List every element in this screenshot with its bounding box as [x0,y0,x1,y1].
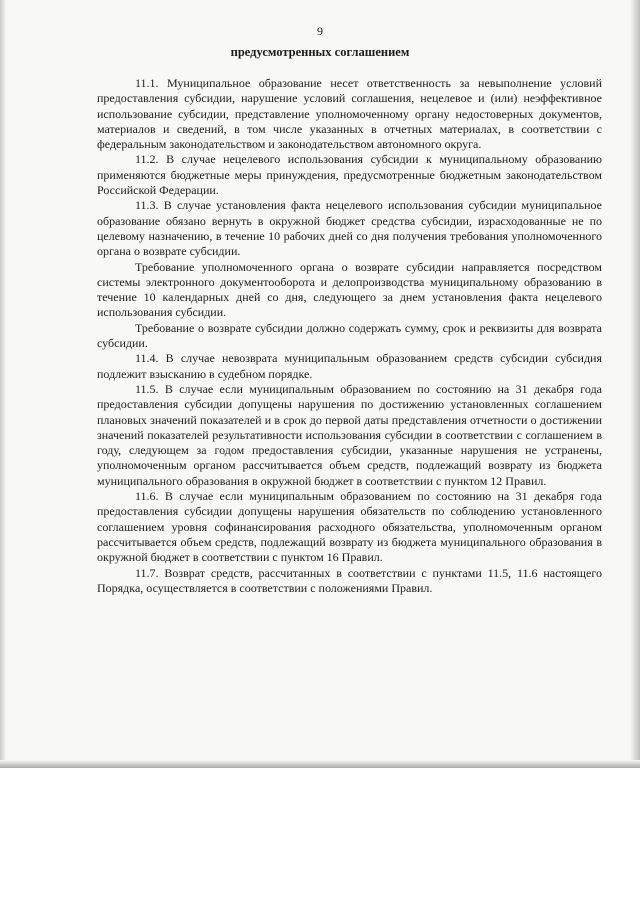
paragraph-11-5: 11.5. В случае если муниципальным образованием по состоянию на 31 декабря года предоставления субсидии допущены нарушения по достижению установленных соглашением плановых значений показателей и в срок до первой даты представления отчетности о достижении значений показателей результативности использования субсидии в соответствии с соглашением в году, следующем за годом предоставления субсидии, указанные нарушения не устранены, уполномоченным органом рассчитывается объем средств, подлежащий возврату из бюджета муниципального образования в окружной бюджет в соответствии с пунктом 12 Правил. [97,381,602,488]
paragraph-return-request: Требование уполномоченного органа о возврате субсидии направляется посредством системы электронного документооборота и делопроизводства муниципальному образованию в течение 10 календарных дней со дня, следующего за днем установления факта нецелевого использования субсидии. [97,259,602,320]
scan-edge-right [630,0,640,768]
page-number: 9 [317,24,323,38]
paragraph-11-7: 11.7. Возврат средств, рассчитанных в соответствии с пунктами 11.5, 11.6 настоящего Порядка, осуществляется в соответствии с положениями Правил. [97,565,602,595]
scan-bottom-edge [0,760,640,768]
scan-edge-left [0,0,6,768]
paragraph-11-1: 11.1. Муниципальное образование несет ответственность за невыполнение условий предоставления субсидии, нарушение условий соглашения, нецелевое и (или) неэффективное использование субсидии, представление уполномоченному органу недостоверных документов, материалов и сведений, в том числе указанных в отчетных материалах, в соответствии с федеральным законодательством и законодательством автономного округа. [97,76,602,152]
paragraph-11-3: 11.3. В случае установления факта нецелевого использования субсидии муниципальное образование обязано вернуть в окружной бюджет средства субсидии, израсходованные не по целевому назначению, в течение 10 рабочих дней со дня получения требования уполномоченного органа о возврате субсидии. [97,198,602,259]
paragraph-11-2: 11.2. В случае нецелевого использования субсидии к муниципальному образованию применяются бюджетные меры принуждения, предусмотренные бюджетным законодательством Российской Федерации. [97,152,602,198]
paragraph-request-content: Требование о возврате субсидии должно содержать сумму, срок и реквизиты для возврата субсидии. [97,320,602,351]
paragraph-11-6: 11.6. В случае если муниципальным образованием по состоянию на 31 декабря года предоставления субсидии допущены нарушения обязательств по соблюдению установленного соглашением уровня софинансирования расходного обязательства, уполномоченным органом рассчитывается объем средств, подлежащий возврату из бюджета муниципального образования в окружной бюджет в соответствии с пунктом 16 Правил. [97,489,602,565]
paragraph-11-4: 11.4. В случае невозврата муниципальным образованием средств субсидии субсидия подлежит взысканию в судебном порядке. [97,351,602,381]
document-body [97,76,602,596]
section-heading: предусмотренных соглашением [230,45,410,59]
